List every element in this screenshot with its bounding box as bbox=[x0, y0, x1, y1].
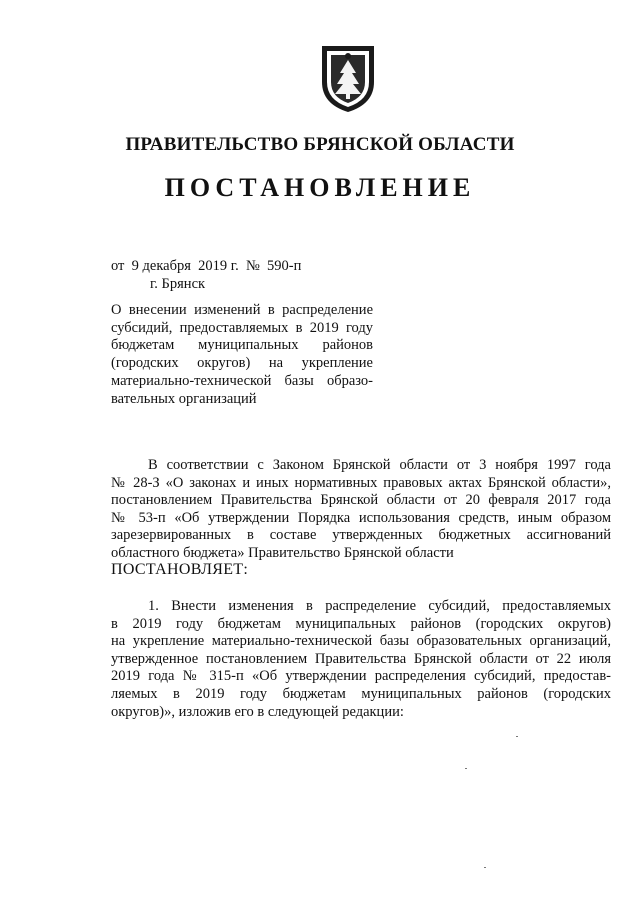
organization-title: ПРАВИТЕЛЬСТВО БРЯНСКОЙ ОБЛАСТИ bbox=[125, 134, 515, 155]
decree-word: ПОСТАНОВЛЯЕТ: bbox=[111, 561, 249, 578]
preamble-line: зарезервированных в составе утвержденных бюджетных ассигнований bbox=[111, 527, 611, 544]
subject-line: бюджетам муниципальных районов bbox=[111, 337, 373, 354]
scan-speck bbox=[484, 867, 486, 868]
coat-of-arms-icon bbox=[318, 42, 378, 114]
preamble-line: № 53-п «Об утверждении Порядка использования средств, иным образом bbox=[111, 509, 611, 526]
item-1-line: ляемых в 2019 году бюджетам муниципальных районов (городских bbox=[111, 685, 611, 702]
document-subject bbox=[111, 302, 373, 408]
scan-speck bbox=[465, 768, 467, 769]
item-1-line: утвержденное постановлением Правительства Брянской области от 22 июля bbox=[111, 650, 611, 667]
document-type-heading: ПОСТАНОВЛЕНИЕ bbox=[164, 173, 476, 202]
preamble-paragraph bbox=[111, 457, 611, 563]
item-1-line: на укрепление материально-технической базы образовательных организаций, bbox=[111, 633, 611, 650]
subject-line: О внесении изменений в распределение bbox=[111, 302, 373, 318]
item-1-line: 2019 года № 315-п «Об утверждении распределения субсидий, предостав- bbox=[111, 668, 611, 685]
subject-line: субсидий, предоставляемых в 2019 году bbox=[111, 319, 373, 336]
city-line: г. Брянск bbox=[150, 276, 206, 292]
scan-speck bbox=[516, 736, 518, 737]
subject-line: (городских округов) на укрепление bbox=[111, 355, 373, 372]
subject-line: вательных организаций bbox=[111, 390, 257, 407]
preamble-line: № 28-З «О законах и иных нормативных правовых актах Брянской области», bbox=[111, 474, 611, 491]
item-1-line: 1. Внести изменения в распределение субсидий, предоставляемых bbox=[148, 598, 611, 614]
preamble-line: постановлением Правительства Брянской области от 20 февраля 2017 года bbox=[111, 492, 611, 509]
date-number-line: от 9 декабря 2019 г. № 590-п bbox=[111, 258, 302, 274]
subject-line: материально-технической базы образо- bbox=[111, 372, 373, 389]
item-1-line: в 2019 году бюджетам муниципальных районов (городских округов) bbox=[111, 615, 611, 632]
item-1-line: округов)», изложив его в следующей редакции: bbox=[111, 703, 404, 720]
preamble-line: В соответствии с Законом Брянской области от 3 ноября 1997 года bbox=[148, 457, 611, 473]
item-1-paragraph bbox=[111, 598, 611, 721]
preamble-line: областного бюджета» Правительство Брянской области bbox=[111, 544, 454, 561]
